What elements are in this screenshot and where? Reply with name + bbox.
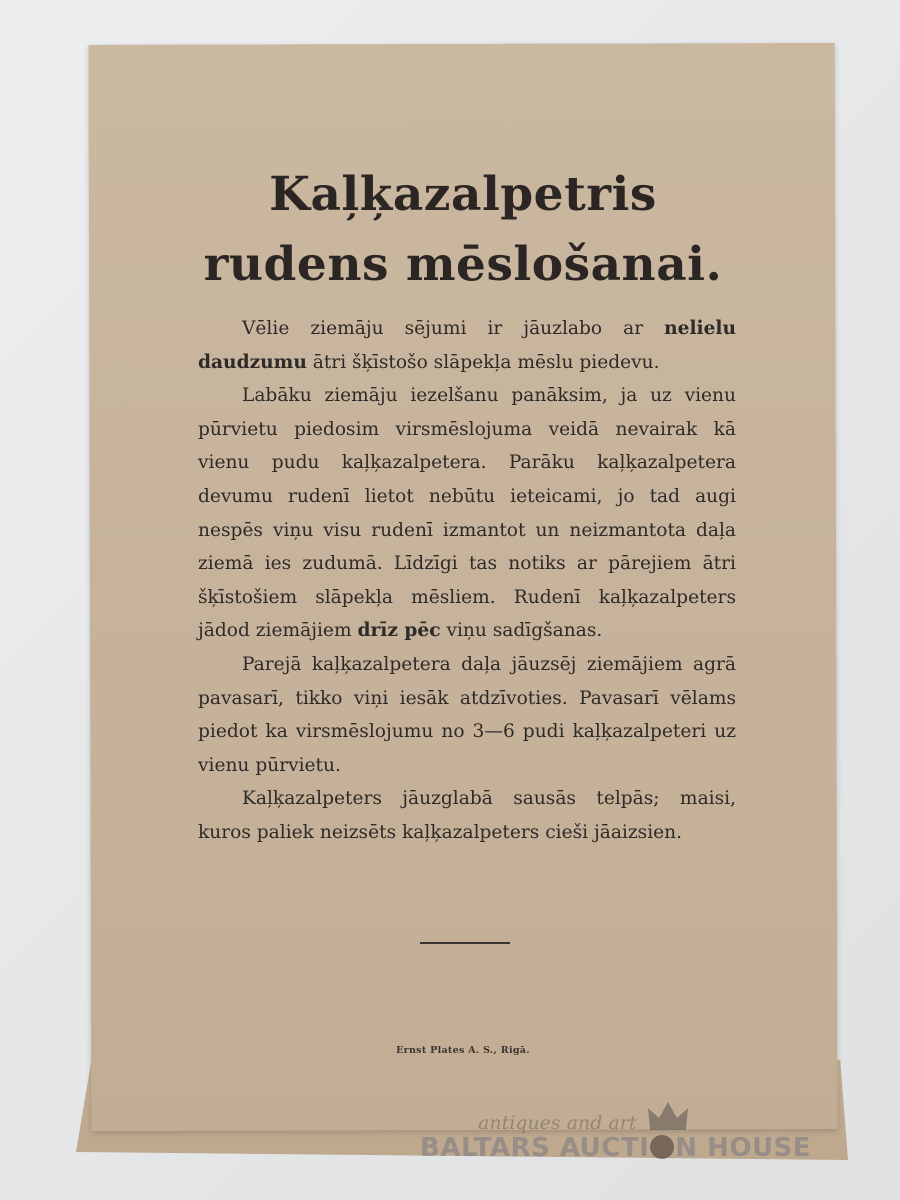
paragraph-2-text-b: viņu sadīgšanas. — [440, 620, 603, 642]
printer-imprint: Ernst Plates A. S., Rigā. — [396, 1045, 530, 1056]
watermark-brand — [420, 1133, 840, 1163]
paragraph-1-bold: nelielu daudzumu — [198, 318, 736, 373]
document-title — [90, 160, 836, 300]
paragraph-4: Kaļķazalpeters jāuzglabā sausās telpās; maisi, kuros paliek neizsēts kaļķazalpeters cieši jāaizsien. — [198, 788, 736, 843]
document-body — [198, 312, 736, 850]
crown-icon — [646, 1100, 690, 1134]
paragraph-2-text-a: Labāku ziemāju iezelšanu panāksim, ja uz vienu pūrvietu piedosim virsmēslojuma veidā nevairak kā vienu pudu kaļķazalpetera. Parāku kaļķazalpetera devumu rudenī lietot nebūtu ieteicami, jo tad augi nespēs viņu visu rudenī izmantot un neizmantota daļa ziemā ies zudumā. Līdzīgi tas notiks ar pārejiem ātri šķīstošiem slāpekļa mēsliem. Rudenī kaļķazalpeters jādod ziemājiem — [198, 385, 736, 642]
paragraph-1-text-b: ātri šķīstošo slāpekļa mēslu piedevu. — [306, 351, 660, 373]
watermark-brand-b: N HOUSE — [675, 1133, 812, 1163]
watermark-o-disc — [650, 1135, 674, 1159]
paragraph-1 — [198, 312, 736, 379]
paragraph-2-bold: drīz pēc — [357, 620, 441, 642]
title-line-2: rudens mēslošanai. — [203, 237, 723, 292]
divider-rule — [420, 942, 510, 944]
title-line-1: Kaļķazalpetris — [269, 167, 657, 222]
watermark-tagline: antiques and art — [478, 1112, 637, 1134]
paragraph-1-text-a: Vēlie ziemāju sējumi ir jāuzlabo ar — [242, 318, 665, 339]
watermark-brand-a: BALTARS AUCTI — [420, 1133, 650, 1163]
paragraph-3: Parejā kaļķazalpetera daļa jāuzsēj ziemājiem agrā pavasarī, tikko viņi iesāk atdzīvoties. Pavasarī vēlams piedot ka virsmēslojumu no 3—6 pudi kaļķazalpeteri uz vienu pūrvietu. — [198, 653, 736, 776]
paragraph-2 — [198, 379, 736, 648]
